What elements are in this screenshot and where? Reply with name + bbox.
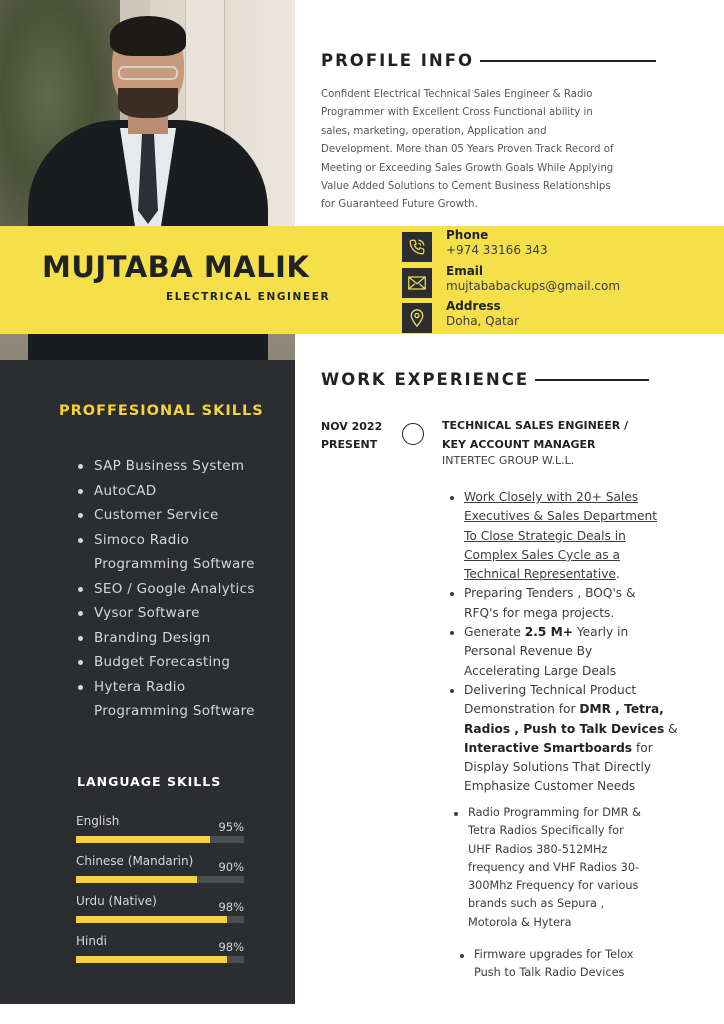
profile-title: PROFILE INFO (321, 51, 475, 70)
job-title-line: KEY ACCOUNT MANAGER (442, 437, 596, 451)
duty-item: Delivering Technical Product Demonstration for DMR , Tetra, Radios , Push to Talk Devices & Interactive Smartboards for Display Solutions That Directly Emphasize Customer Needs (450, 681, 678, 797)
job-title (442, 417, 682, 454)
work-title: WORK EXPERIENCE (321, 370, 530, 389)
date-end: PRESENT (321, 438, 378, 451)
language-bar (76, 916, 244, 923)
profile-line: Programmer with Excellent Cross Functional ability in (321, 107, 593, 119)
timeline-dot (402, 423, 424, 445)
duty-item: Firmware upgrades for Telox Push to Talk Radio Devices (460, 946, 633, 983)
language-bar (76, 836, 244, 843)
language-bar-fill (76, 956, 227, 963)
address-value: Doha, Qatar (446, 314, 519, 328)
skill-item: Customer Service (78, 503, 278, 528)
location-pin-icon (402, 303, 432, 333)
skill-item: Budget Forecasting (78, 650, 278, 675)
duty-item: Generate 2.5 M+ Yearly in Personal Revenue By Accelerating Large Deals (450, 623, 678, 681)
skill-item: SEO / Google Analytics (78, 577, 278, 602)
language-bar-fill (76, 876, 197, 883)
phone-number: +974 33166 343 (446, 243, 548, 257)
language-percent: 90% (218, 860, 244, 874)
skills-list (78, 454, 278, 724)
candidate-name: MUJTABA MALIK (42, 250, 310, 284)
envelope-icon (402, 268, 432, 298)
language-percent: 98% (218, 900, 244, 914)
skill-item: SAP Business System (78, 454, 278, 479)
profile-line: Development. More than 05 Years Proven Track Record of (321, 144, 614, 156)
job-dates (321, 418, 382, 454)
duties-list (450, 488, 678, 797)
languages-heading: LANGUAGE SKILLS (77, 774, 222, 789)
profile-line: Value Added Solutions to Cement Business Relationships (321, 181, 611, 193)
duty-item: Radio Programming for DMR & Tetra Radios Specifically for UHF Radios 380-512MHz frequency and VHF Radios 30- 300Mhz Frequency for various brands such as Sepura , Motorola & Hytera (454, 804, 641, 932)
language-name: Urdu (Native) (76, 894, 157, 908)
profile-summary (321, 86, 661, 215)
profile-line: for Guaranteed Future Growth. (321, 199, 478, 211)
skills-heading: PROFFESIONAL SKILLS (59, 403, 264, 419)
work-heading (321, 370, 649, 389)
skill-item: AutoCAD (78, 479, 278, 504)
duty-item: Preparing Tenders , BOQ's & RFQ's for mega projects. (450, 584, 678, 623)
language-percent: 98% (218, 940, 244, 954)
language-bar-fill (76, 836, 210, 843)
skill-item: Hytera Radio Programming Software (78, 675, 278, 724)
profile-line: Meeting or Exceeding Sales Growth Goals While Applying (321, 162, 614, 174)
duty-item: Work Closely with 20+ Sales Executives & Sales Department To Close Strategic Deals in Complex Sales Cycle as a Technical Representative. (450, 488, 678, 584)
phone-icon (402, 232, 432, 262)
contact-label: Email (446, 264, 484, 278)
language-bar (76, 956, 244, 963)
date-start: NOV 2022 (321, 420, 383, 433)
duties-list-radio (454, 804, 641, 932)
skill-item: Simoco Radio Programming Software (78, 528, 278, 577)
profile-line: sales, marketing, operation, Application and (321, 125, 547, 137)
language-name: Hindi (76, 934, 107, 948)
profile-heading (321, 51, 656, 70)
language-bar (76, 876, 244, 883)
job-title-line: TECHNICAL SALES ENGINEER / (442, 419, 629, 432)
language-percent: 95% (218, 820, 244, 834)
profile-line: Confident Electrical Technical Sales Engineer & Radio (321, 89, 593, 100)
contact-label: Address (446, 299, 501, 313)
candidate-role: ELECTRICAL ENGINEER (166, 291, 331, 303)
company-name: INTERTEC GROUP W.L.L. (442, 454, 575, 467)
skill-item: Vysor Software (78, 601, 278, 626)
duties-list-firmware (460, 946, 633, 983)
language-bar-fill (76, 916, 227, 923)
email-address: mujtababackups@gmail.com (446, 279, 621, 293)
language-name: Chinese (Mandarin) (76, 854, 194, 868)
language-name: English (76, 814, 120, 828)
contact-label: Phone (446, 228, 489, 242)
skill-item: Branding Design (78, 626, 278, 651)
